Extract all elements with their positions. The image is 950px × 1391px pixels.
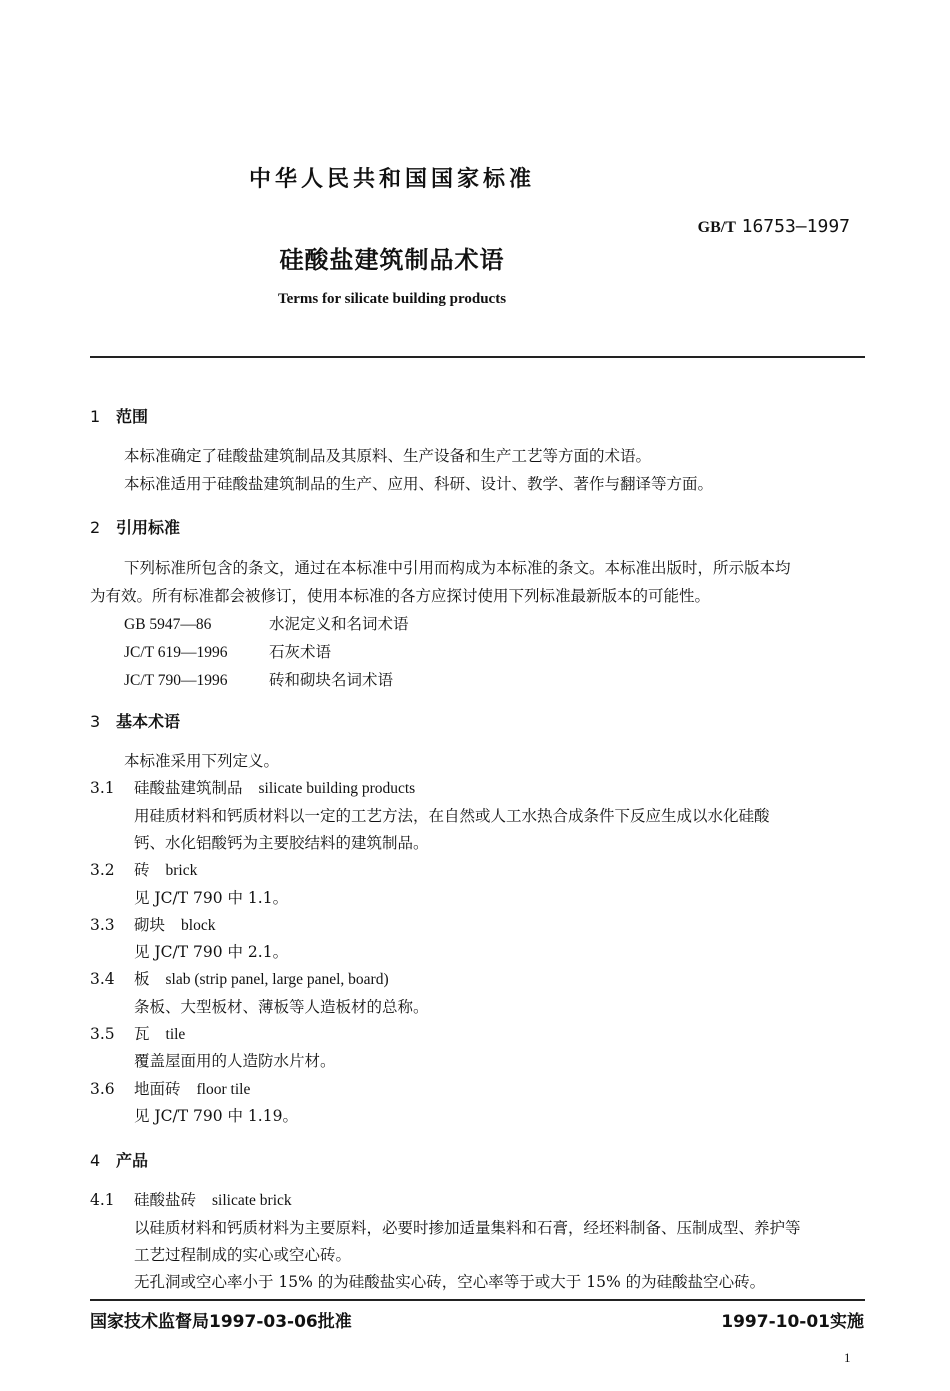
term-en: slab (strip panel, large panel, board) <box>165 971 389 988</box>
term-cn: 地面砖 <box>134 1080 181 1098</box>
section-2-heading <box>90 515 180 538</box>
term-4-1 <box>90 1188 292 1210</box>
term-4-1-definition-line-3: 无孔洞或空心率小于 15% 的为硅酸盐实心砖，空心率等于或大于 15% 的为硅酸盐空心砖。 <box>134 1273 766 1291</box>
term-cn: 瓦 <box>134 1025 150 1043</box>
document-subtitle: Terms for silicate building products <box>277 291 507 307</box>
term-cn: 砖 <box>134 861 150 879</box>
term-number: 3.1 <box>90 779 115 797</box>
term-number: 3.4 <box>90 970 115 988</box>
page-number: 1 <box>844 1350 851 1365</box>
footer-divider <box>90 1299 865 1301</box>
term-en: brick <box>165 862 198 879</box>
reference-name: 石灰术语 <box>269 643 332 661</box>
term-3-1-definition-line-2: 钙、水化铝酸钙为主要胶结料的建筑制品。 <box>134 834 429 852</box>
term-4-1-definition-line-1: 以硅质材料和钙质材料为主要原料，必要时掺加适量集料和石膏，经坯料制备、压制成型、养护等 <box>134 1219 801 1237</box>
reference-name: 水泥定义和名词术语 <box>269 615 409 633</box>
section-1-paragraph-2: 本标准适用于硅酸盐建筑制品的生产、应用、科研、设计、教学、著作与翻译等方面。 <box>124 475 714 493</box>
reference-code: JC/T 790—1996 <box>124 672 228 689</box>
section-2-title: 引用标准 <box>116 518 181 537</box>
term-number: 3.3 <box>90 916 115 934</box>
reference-code: JC/T 619—1996 <box>124 644 228 661</box>
term-3-3-definition: 见 JC/T 790 中 2.1。 <box>134 943 289 961</box>
standard-code-number: 16753—1997 <box>741 216 850 237</box>
section-2-paragraph-line-2: 为有效。所有标准都会被修订，使用本标准的各方应探讨使用下列标准最新版本的可能性。 <box>90 587 711 605</box>
section-1-number: 1 <box>90 407 101 426</box>
term-cn: 板 <box>134 970 150 988</box>
term-3-5 <box>90 1022 185 1044</box>
standard-code <box>698 216 850 237</box>
term-number: 3.2 <box>90 861 115 879</box>
term-en: silicate brick <box>212 1192 292 1209</box>
reference-item <box>124 640 331 662</box>
approval-text: 国家技术监督局1997-03-06批准 <box>90 1312 352 1332</box>
reference-name: 砖和砌块名词术语 <box>269 671 394 689</box>
term-3-2 <box>90 858 197 880</box>
term-number: 3.5 <box>90 1025 115 1043</box>
term-en: block <box>181 917 216 934</box>
term-3-4 <box>90 967 389 989</box>
reference-item <box>124 668 393 690</box>
term-cn: 硅酸盐砖 <box>134 1191 197 1209</box>
term-3-2-definition: 见 JC/T 790 中 1.1。 <box>134 889 289 907</box>
term-3-3 <box>90 913 215 935</box>
term-3-1-definition-line-1: 用硅质材料和钙质材料以一定的工艺方法，在自然或人工水热合成条件下反应生成以水化硅酸 <box>134 807 770 825</box>
section-1-title: 范围 <box>116 407 149 426</box>
implementation-text: 1997-10-01实施 <box>721 1312 864 1332</box>
term-4-1-definition-line-2: 工艺过程制成的实心或空心砖。 <box>134 1246 352 1264</box>
reference-item <box>124 612 409 634</box>
term-en: floor tile <box>196 1081 251 1098</box>
term-3-6 <box>90 1077 250 1099</box>
term-number: 3.6 <box>90 1080 115 1098</box>
section-2-number: 2 <box>90 518 101 537</box>
section-3-title: 基本术语 <box>116 712 181 731</box>
national-standard-heading: 中华人民共和国国家标准 <box>248 167 535 192</box>
document-title: 硅酸盐建筑制品术语 <box>279 246 505 274</box>
section-3-heading <box>90 709 180 732</box>
term-3-4-definition: 条板、大型板材、薄板等人造板材的总称。 <box>134 998 429 1016</box>
term-3-1 <box>90 776 415 798</box>
section-4-title: 产品 <box>116 1151 149 1170</box>
section-3-intro: 本标准采用下列定义。 <box>124 752 280 770</box>
reference-code: GB 5947—86 <box>124 616 212 633</box>
term-cn: 硅酸盐建筑制品 <box>134 779 243 797</box>
standard-code-prefix: GB/T <box>697 219 736 236</box>
header-divider <box>90 356 865 358</box>
section-1-paragraph-1: 本标准确定了硅酸盐建筑制品及其原料、生产设备和生产工艺等方面的术语。 <box>124 447 652 465</box>
term-3-5-definition: 覆盖屋面用的人造防水片材。 <box>134 1052 336 1070</box>
term-en: silicate building products <box>258 780 416 797</box>
term-number: 4.1 <box>90 1191 115 1209</box>
section-3-number: 3 <box>90 712 101 731</box>
section-2-paragraph-line-1: 下列标准所包含的条文，通过在本标准中引用而构成为本标准的条文。本标准出版时，所示版本均 <box>124 559 791 577</box>
section-4-number: 4 <box>90 1151 101 1170</box>
section-4-heading <box>90 1148 148 1171</box>
section-1-heading <box>90 404 148 427</box>
term-en: tile <box>165 1026 186 1043</box>
term-cn: 砌块 <box>134 916 166 934</box>
term-3-6-definition: 见 JC/T 790 中 1.19。 <box>134 1107 298 1125</box>
